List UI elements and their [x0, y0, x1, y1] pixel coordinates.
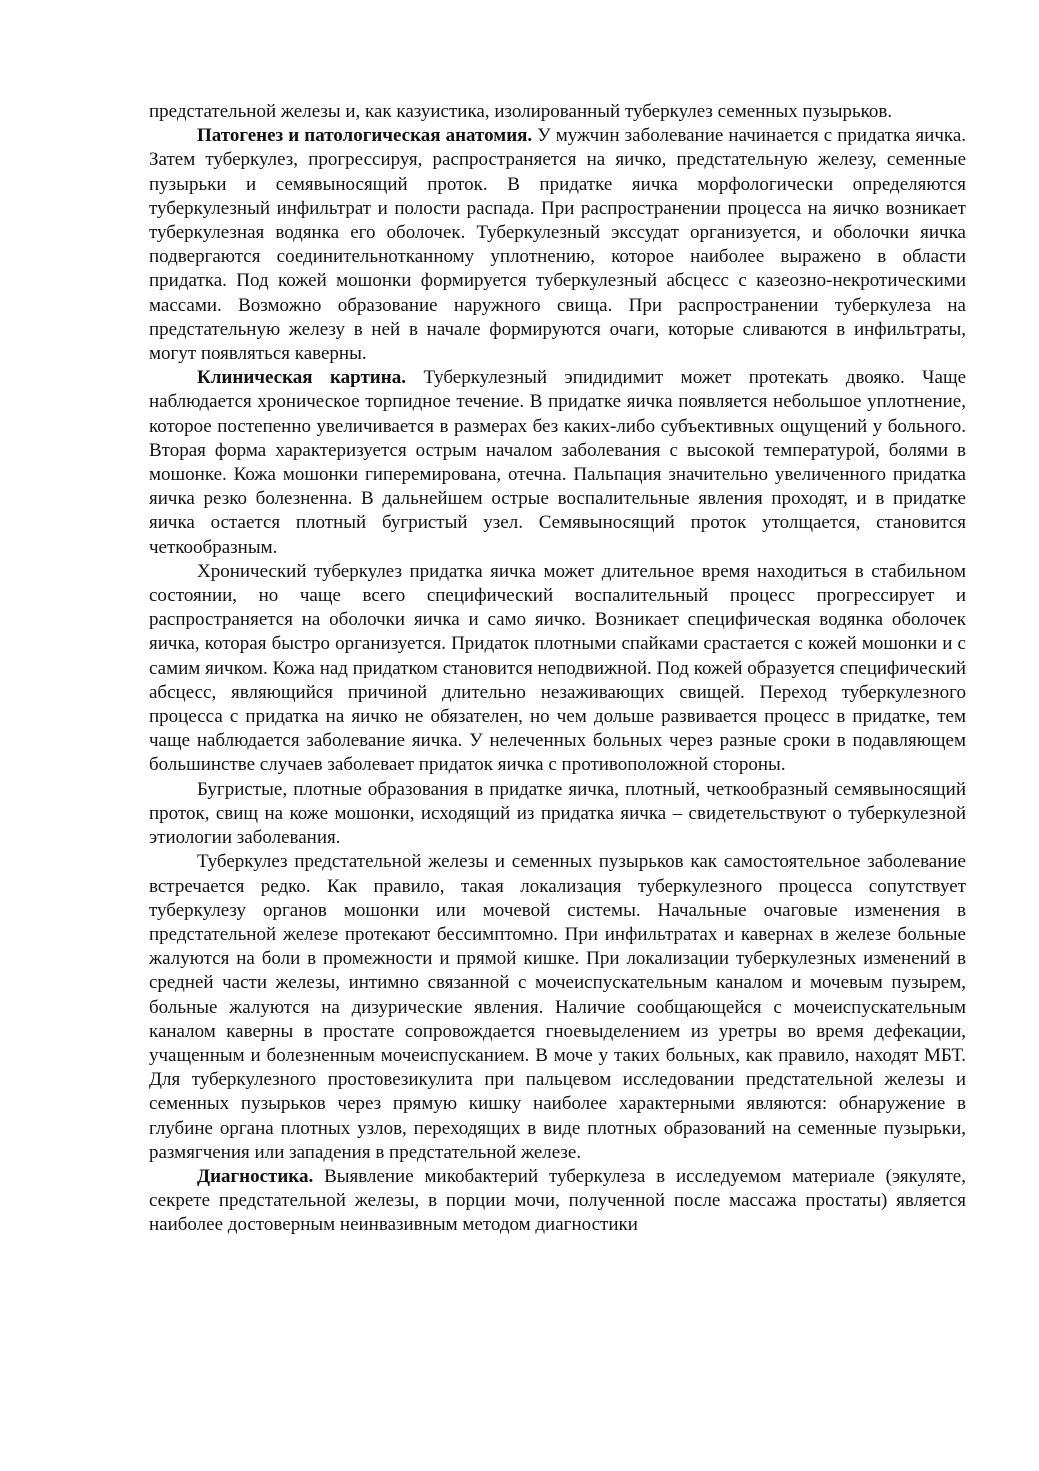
paragraph-text: Туберкулез предстательной железы и семенных пузырьков как самостоятельное заболевание встречается редко. Как правило, такая локализация туберкулезного процесса сопутствует туберкулезу органов мошонки или мочевой системы. Начальные очаговые изменения в предстательной железе протекают бессимптомно. При инфильтратах и кавернах в железе больные жалуются на боли в промежности и прямой кишке. При локализации туберкулезных изменений в средней части железы, интимно связанной с мочеиспускательным каналом и мочевым пузырем, больные жалуются на дизурические явления. Наличие сообщающейся с мочеиспускательным каналом каверны в простате сопровождается гноевыделением из уретры во время дефекации, учащенным и болезненным мочеиспусканием. В моче у таких больных, как правило, находят МБТ. Для туберкулезного простовезикулита при пальцевом исследовании предстательной железы и семенных пузырьков через прямую кишку наиболее характерными являются: обнаружение в глубине органа плотных узлов, переходящих в виде плотных образований на семенные пузырьки, размягчения или западения в предстательной железе.	[149, 851, 966, 1163]
paragraph-text: Туберкулезный эпидидимит может протекать двояко. Чаще наблюдается хроническое торпидное течение. В придатке яичка появляется небольшое уплотнение, которое постепенно увеличивается в размерах без каких-либо субъективных ощущений у больного. Вторая форма характеризуется острым началом заболевания с высокой температурой, болями в мошонке. Кожа мошонки гиперемирована, отечна. Пальпация значительно увеличенного придатка яичка резко болезненна. В дальнейшем острые воспалительные явления проходят, и в придатке яичка остается плотный бугристый узел. Семявыносящий проток утолщается, становится четкообразным.	[149, 367, 967, 558]
paragraph-text: Хронический туберкулез придатка яичка может длительное время находиться в стабильном состоянии, но чаще всего специфический воспалительный процесс прогрессирует и распространяется на оболочки яичка и само яичко. Возникает специфическая водянка оболочек яичка, которая быстро организуется. Придаток плотными спайками срастается с кожей мошонки и с самим яичком. Кожа над придатком становится неподвижной. Под кожей образуется специфический абсцесс, являющийся причиной длительно незаживающих свищей. Переход туберкулезного процесса с придатка на яичко не обязателен, но чем дольше развивается процесс в придатке, тем чаще наблюдается заболевание яичка. У нелеченных больных через разные сроки в подавляющем большинстве случаев заболевает придаток яичка с противоположной стороны.	[149, 560, 966, 776]
document-page	[149, 100, 966, 1238]
paragraph-signs	[149, 778, 966, 851]
paragraph-text: У мужчин заболевание начинается с придатка яичка. Затем туберкулез, прогрессируя, распространяется на яичко, предстательную железу, семенные пузырьки и семявыносящий проток. В придатке яичка морфологически определяются туберкулезный инфильтрат и полости распада. При распространении процесса на яичко возникает туберкулезная водянка его оболочек. Туберкулезный экссудат организуется, и оболочки яичка подвергаются соединительнотканному уплотнению, которое наиболее выражено в области придатка. Под кожей мошонки формируется туберкулезный абсцесс с казеозно-некротическими массами. Возможно образование наружного свища. При распространении туберкулеза на предстательную железу в ней в начале формируются очаги, которые сливаются в инфильтраты, могут появляться каверны.	[149, 125, 966, 365]
paragraph-pathogenesis	[149, 124, 966, 366]
section-heading-clinical-picture: Клиническая картина.	[197, 367, 406, 389]
section-heading-pathogenesis: Патогенез и патологическая анатомия.	[197, 125, 533, 147]
paragraph-diagnostics	[149, 1165, 966, 1238]
paragraph-text: Выявление микобактерий туберкулеза в исследуемом материале (эякуляте, секрете предстательной железы, в порции мочи, полученной после массажа простаты) является наиболее достоверным неинвазивным методом диагностики	[149, 1165, 966, 1236]
paragraph-text: Бугристые, плотные образования в придатке яичка, плотный, четкообразный семявыносящий проток, свищ на коже мошонки, исходящий из придатка яичка – свидетельствуют о туберкулезной этиологии заболевания.	[149, 778, 966, 849]
paragraph-continuation	[149, 100, 966, 124]
paragraph-prostate-tuberculosis	[149, 850, 966, 1165]
section-heading-diagnostics: Диагностика.	[197, 1165, 314, 1187]
paragraph-clinical-picture	[149, 366, 966, 560]
paragraph-text: предстательной железы и, как казуистика, изолированный туберкулез семенных пузырьков.	[149, 101, 893, 122]
paragraph-chronic-tuberculosis	[149, 560, 966, 778]
